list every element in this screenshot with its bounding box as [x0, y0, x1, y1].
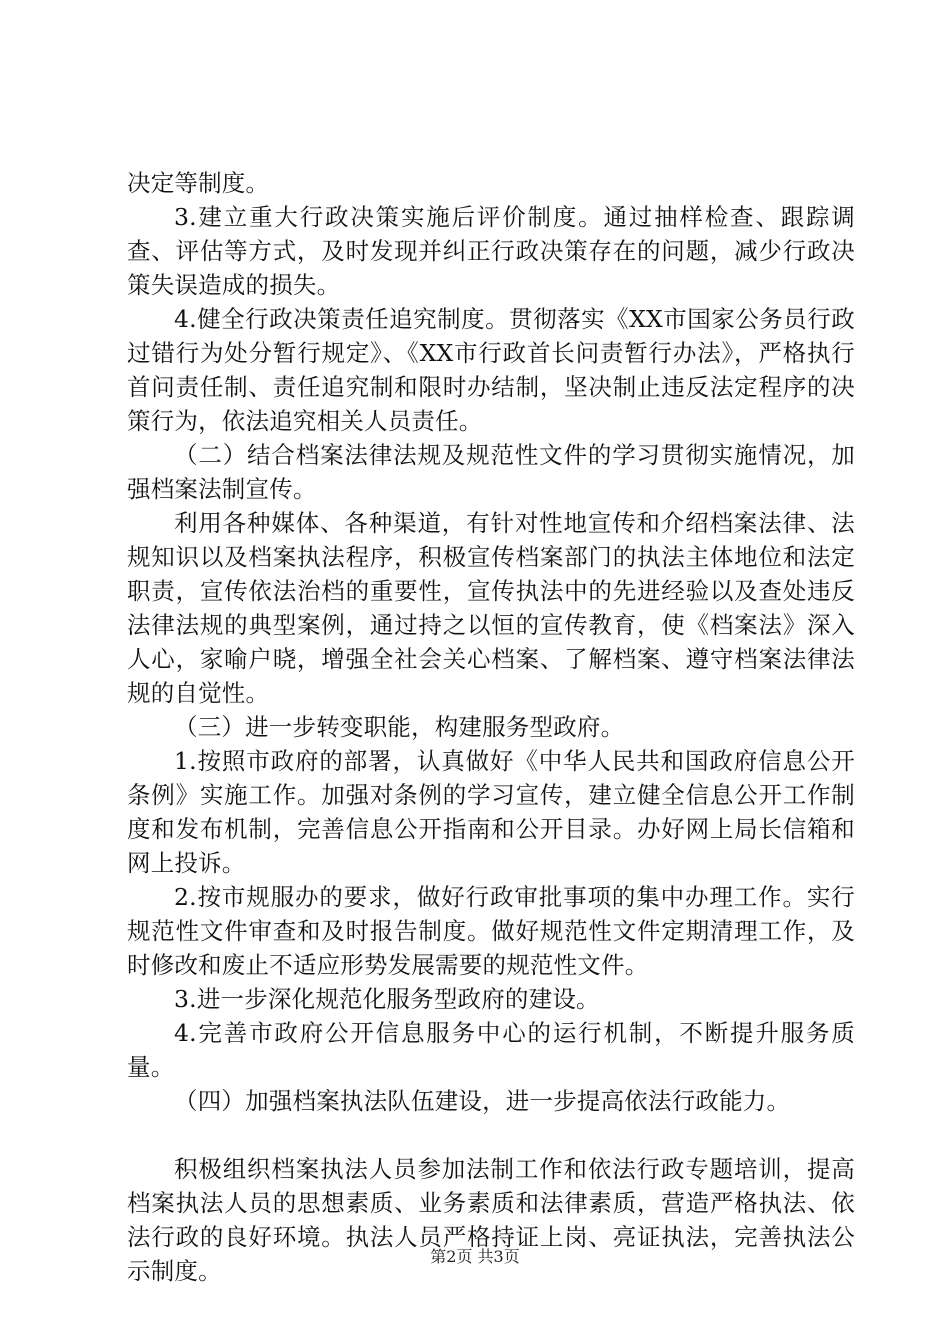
- paragraph-service-3: 3.进一步深化规范化服务型政府的建设。: [174, 985, 600, 1013]
- paragraph-item-3: 3.建立重大行政决策实施后评价制度。通过抽样检查、跟踪调查、评估等方式，及时发现并纠正行政决策存在的问题，减少行政决策失误造成的损失。: [127, 203, 855, 299]
- section-heading-2: （二）结合档案法律法规及规范性文件的学习贯彻实施情况，加强档案法制宣传。: [127, 441, 855, 503]
- document-body: [127, 166, 855, 1288]
- paragraph-item-4: 4.健全行政决策责任追究制度。贯彻落实《XX市国家公务员行政过错行为处分暂行规定》、《XX市行政首长问责暂行办法》，严格执行首问责任制、责任追究制和限时办结制，坚决制止违反法定程序的决策行为，依法追究相关人员责任。: [127, 305, 855, 435]
- section-heading-3: （三）进一步转变职能，构建服务型政府。: [174, 713, 625, 741]
- paragraph-publicity: 利用各种媒体、各种渠道，有针对性地宣传和介绍档案法律、法规知识以及档案执法程序，积极宣传档案部门的执法主体地位和法定职责，宣传依法治档的重要性，宣传执法中的先进经验以及查处违反法律法规的典型案例，通过持之以恒的宣传教育，使《档案法》深入人心，家喻户晓，增强全社会关心档案、了解档案、遵守档案法律法规的自觉性。: [127, 509, 855, 707]
- paragraph-service-2: 2.按市规服办的要求，做好行政审批事项的集中办理工作。实行规范性文件审查和及时报告制度。做好规范性文件定期清理工作，及时修改和废止不适应形势发展需要的规范性文件。: [127, 883, 855, 979]
- paragraph-service-4: 4.完善市政府公开信息服务中心的运行机制，不断提升服务质量。: [127, 1019, 855, 1081]
- paragraph-training: 积极组织档案执法人员参加法制工作和依法行政专题培训，提高档案执法人员的思想素质、业务素质和法律素质，营造严格执法、依法行政的良好环境。执法人员严格持证上岗、亮证执法，完善执法公示制度。: [127, 1155, 855, 1285]
- section-heading-4: （四）加强档案执法队伍建设，进一步提高依法行政能力。: [174, 1087, 791, 1115]
- page-number-label: 第2页 共3页: [430, 1247, 520, 1266]
- paragraph-service-1: 1.按照市政府的部署，认真做好《中华人民共和国政府信息公开条例》实施工作。加强对条例的学习宣传，建立健全信息公开工作制度和发布机制，完善信息公开指南和公开目录。办好网上局长信箱和网上投诉。: [127, 747, 855, 877]
- paragraph-continuation: 决定等制度。: [127, 169, 270, 197]
- page-footer: [0, 1246, 950, 1268]
